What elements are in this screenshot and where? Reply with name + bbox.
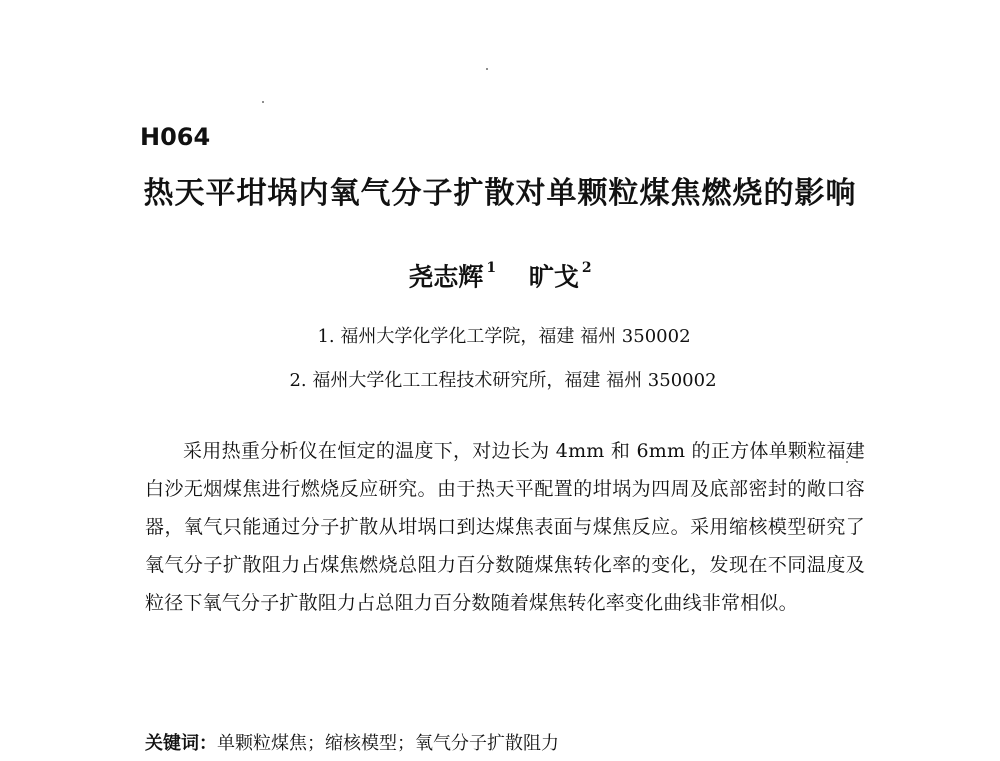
scan-speck	[262, 101, 264, 103]
affiliation-list	[0, 325, 1000, 413]
paper-title: 热天平坩埚内氧气分子扩散对单颗粒煤焦燃烧的影响	[143, 176, 857, 211]
author-name: 尧志辉	[408, 262, 484, 292]
keywords-label: 关键词：	[145, 733, 217, 754]
author-list	[0, 254, 1000, 295]
affiliation: 2. 福州大学化工工程技术研究所，福建 福州 350002	[289, 370, 717, 391]
author-affiliation-mark: 1	[486, 260, 497, 276]
keywords-line	[145, 732, 559, 756]
abstract-text: 采用热重分析仪在恒定的温度下，对边长为 4mm 和 6mm 的正方体单颗粒福建白沙无烟煤焦进行燃烧反应研究。由于热天平配置的坩埚为四周及底部密封的敞口容器，氧气只能通过分子扩散从坩埚口到达煤焦表面与煤焦反应。采用缩核模型研究了氧气分子扩散阻力占煤焦燃烧总阻力百分数随煤焦转化率的变化，发现在不同温度及粒径下氧气分子扩散阻力占总阻力百分数随着煤焦转化率变化曲线非常相似。	[145, 440, 865, 614]
keywords-text: 单颗粒煤焦；缩核模型；氧气分子扩散阻力	[217, 733, 559, 754]
affiliation: 1. 福州大学化学化工学院，福建 福州 350002	[317, 326, 691, 347]
author-name: 旷戈	[528, 262, 579, 292]
scan-speck	[486, 68, 488, 70]
author	[408, 254, 496, 295]
paper-code: H064	[140, 123, 211, 151]
author-affiliation-mark: 2	[581, 260, 592, 276]
author	[529, 254, 592, 295]
